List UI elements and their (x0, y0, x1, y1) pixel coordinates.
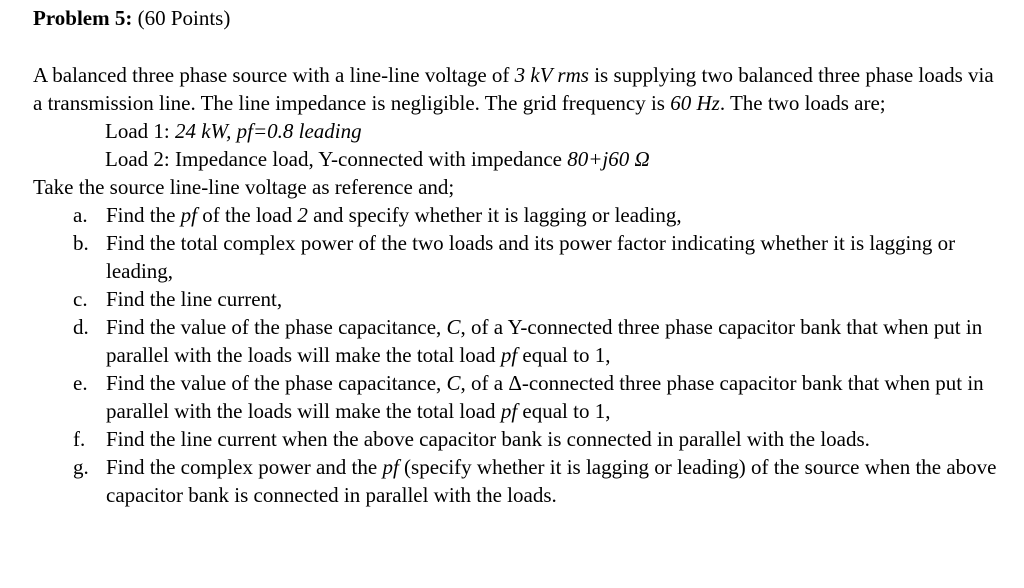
question-marker: d. (73, 315, 89, 339)
question-f-text: Find the line current when the above capacitor bank is connected in parallel with the loads. (106, 427, 870, 451)
question-marker: b. (73, 231, 89, 255)
question-a-text-1: Find the (106, 203, 181, 227)
question-d-text-1: Find the value of the phase capacitance, (106, 315, 447, 339)
problem-points: (60 Points) (132, 6, 231, 30)
question-d (33, 313, 1006, 369)
question-c (33, 285, 1006, 313)
intro-paragraph (33, 61, 1008, 117)
load-2-impedance: 80+j60 Ω (567, 147, 650, 171)
pf-term: pf (382, 455, 399, 479)
capacitance-symbol: C (446, 315, 461, 339)
question-g-text-1: Find the complex power and the (106, 455, 383, 479)
question-e-text-1: Find the value of the phase capacitance, (106, 371, 447, 395)
problem-label: Problem 5: (33, 6, 133, 30)
pf-term: pf (180, 203, 198, 227)
question-b (33, 229, 1006, 285)
source-voltage: 3 kV rms (514, 63, 589, 87)
question-a-text-2: of the load (197, 203, 298, 227)
question-d-text-2: , of a Y-connected three phase capacitor bank that when put in parallel with the loads will make the total load (106, 315, 983, 367)
load-number: 2 (297, 203, 308, 227)
capacitance-symbol: C (446, 371, 461, 395)
question-b-text: Find the total complex power of the two loads and its power factor indicating whether it is lagging or leading, (106, 231, 956, 283)
question-e-text-3: equal to 1, (517, 399, 611, 423)
pf-term: pf (500, 399, 518, 423)
intro-text-1: A balanced three phase source with a line-line voltage of (33, 63, 515, 87)
problem-heading (33, 4, 1024, 32)
question-f (33, 425, 1024, 453)
load-2 (105, 145, 1024, 173)
instruction-text: Take the source line-line voltage as reference and; (33, 175, 455, 199)
question-marker: a. (73, 203, 88, 227)
load-1-value: 24 kW, pf=0.8 leading (174, 119, 362, 143)
spacer (33, 32, 1024, 61)
question-g-text-2: (specify whether it is lagging or leading) of the source when the above capacitor bank is connected in parallel with the loads. (106, 455, 997, 507)
question-d-text-3: equal to 1, (517, 343, 611, 367)
question-marker: c. (73, 287, 88, 311)
question-list (33, 201, 1024, 509)
intro-text-3: . The two loads are; (719, 91, 886, 115)
grid-frequency: 60 Hz (670, 91, 720, 115)
question-a-text-3: and specify whether it is lagging or leading, (307, 203, 682, 227)
intro-text-2: is supplying two balanced three phase loads via a transmission line. The line impedance is negligible. The grid frequency is (33, 63, 994, 115)
question-marker: f. (73, 427, 86, 451)
question-marker: g. (73, 455, 89, 479)
pf-term: pf (500, 343, 518, 367)
question-c-text: Find the line current, (106, 287, 283, 311)
question-e-text-2: , of a Δ-connected three phase capacitor bank that when put in parallel with the loads will make the total load (106, 371, 984, 423)
question-e (33, 369, 1006, 425)
question-a (33, 201, 1006, 229)
load-1 (105, 117, 1024, 145)
load-2-label: Load 2: Impedance load, Y-connected with impedance (105, 147, 568, 171)
load-1-label: Load 1: (105, 119, 175, 143)
question-marker: e. (73, 371, 88, 395)
question-g (33, 453, 1024, 509)
